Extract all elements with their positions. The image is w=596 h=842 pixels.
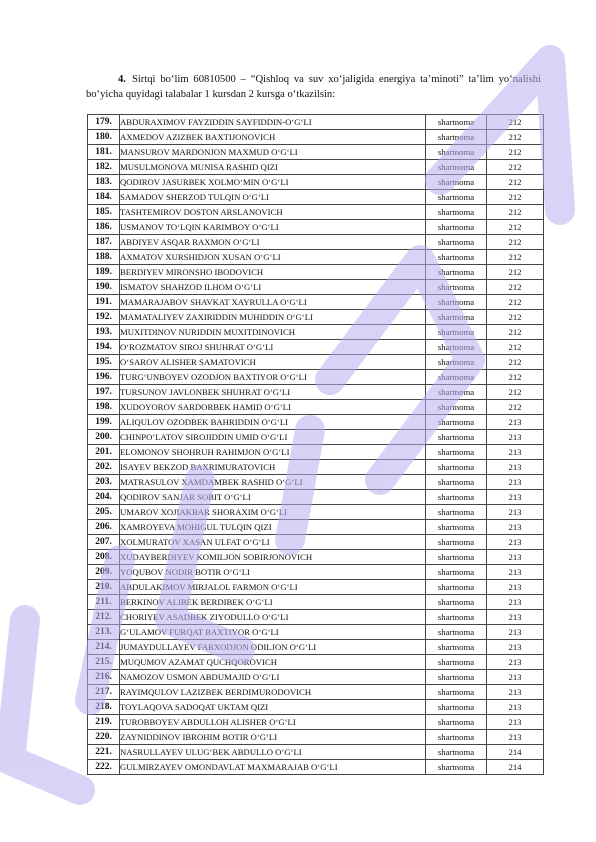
group-code: 213 <box>487 640 544 655</box>
student-name: TURG‘UNBOYEV OZODJON BAXTIYOR O‘G‘LI <box>120 370 426 385</box>
contract-type: shartnoma <box>426 655 487 670</box>
row-number: 183. <box>88 175 120 190</box>
table-row <box>88 745 544 760</box>
row-number: 203. <box>88 475 120 490</box>
table-row <box>88 670 544 685</box>
group-code: 212 <box>487 160 544 175</box>
student-name: QODIROV SANJAR SOBIT O‘G‘LI <box>120 490 426 505</box>
contract-type: shartnoma <box>426 115 487 130</box>
group-code: 213 <box>487 610 544 625</box>
table-row <box>88 625 544 640</box>
intro-paragraph <box>86 72 541 102</box>
table-row <box>88 430 544 445</box>
contract-type: shartnoma <box>426 310 487 325</box>
contract-type: shartnoma <box>426 415 487 430</box>
row-number: 185. <box>88 205 120 220</box>
table-row <box>88 550 544 565</box>
group-code: 213 <box>487 550 544 565</box>
group-code: 213 <box>487 580 544 595</box>
table-row <box>88 355 544 370</box>
contract-type: shartnoma <box>426 670 487 685</box>
student-name: MATRASULOV XAMDAMBEK RASHID O‘G‘LI <box>120 475 426 490</box>
student-name: CHORIYEV ASADBEK ZIYODULLO O‘G‘LI <box>120 610 426 625</box>
contract-type: shartnoma <box>426 460 487 475</box>
student-name: ELOMONOV SHOHRUH RAHIMJON O‘G‘LI <box>120 445 426 460</box>
table-row <box>88 580 544 595</box>
table-row <box>88 490 544 505</box>
contract-type: shartnoma <box>426 280 487 295</box>
row-number: 201. <box>88 445 120 460</box>
student-name: CHINPO‘LATOV SIROJIDDIN UMID O‘G‘LI <box>120 430 426 445</box>
table-row <box>88 385 544 400</box>
contract-type: shartnoma <box>426 130 487 145</box>
table-row <box>88 370 544 385</box>
table-row <box>88 220 544 235</box>
table-row <box>88 685 544 700</box>
group-code: 212 <box>487 205 544 220</box>
student-name: MUQUMOV AZAMAT QUCHQOROVICH <box>120 655 426 670</box>
contract-type: shartnoma <box>426 610 487 625</box>
row-number: 211. <box>88 595 120 610</box>
student-name: MUSULMONOVA MUNISA RASHID QIZI <box>120 160 426 175</box>
group-code: 213 <box>487 700 544 715</box>
student-name: MAMATALIYEV ZAXIRIDDIN MUHIDDIN O‘G‘LI <box>120 310 426 325</box>
contract-type: shartnoma <box>426 520 487 535</box>
table-row <box>88 340 544 355</box>
group-code: 212 <box>487 325 544 340</box>
contract-type: shartnoma <box>426 640 487 655</box>
group-code: 213 <box>487 535 544 550</box>
group-code: 213 <box>487 565 544 580</box>
student-name: QODIROV JASURBEK XOLMO‘MIN O‘G‘LI <box>120 175 426 190</box>
group-code: 212 <box>487 145 544 160</box>
group-code: 213 <box>487 445 544 460</box>
table-row <box>88 535 544 550</box>
student-name: XUDAYBERDIYEV KOMILJON SOBIRJONOVICH <box>120 550 426 565</box>
group-code: 213 <box>487 730 544 745</box>
contract-type: shartnoma <box>426 220 487 235</box>
table-row <box>88 400 544 415</box>
row-number: 205. <box>88 505 120 520</box>
contract-type: shartnoma <box>426 145 487 160</box>
row-number: 182. <box>88 160 120 175</box>
group-code: 212 <box>487 355 544 370</box>
row-number: 202. <box>88 460 120 475</box>
row-number: 215. <box>88 655 120 670</box>
row-number: 212. <box>88 610 120 625</box>
table-row <box>88 655 544 670</box>
group-code: 212 <box>487 250 544 265</box>
row-number: 191. <box>88 295 120 310</box>
student-name: ISMATOV SHAHZOD ILHOM O‘G‘LI <box>120 280 426 295</box>
group-code: 213 <box>487 595 544 610</box>
row-number: 204. <box>88 490 120 505</box>
student-name: ABDIYEV ASQAR RAXMON O‘G‘LI <box>120 235 426 250</box>
contract-type: shartnoma <box>426 295 487 310</box>
section-number: 4. <box>118 74 126 85</box>
table-row <box>88 325 544 340</box>
contract-type: shartnoma <box>426 355 487 370</box>
student-name: XUDOYOROV SARDORBEK HAMID O‘G‘LI <box>120 400 426 415</box>
student-name: JUMAYDULLAYEV FARXODJON ODILJON O‘G‘LI <box>120 640 426 655</box>
group-code: 212 <box>487 220 544 235</box>
table-row <box>88 310 544 325</box>
intro-text: Sirtqi bo‘lim 60810500 – “Qishloq va suv xo‘jaligida energiya ta’minoti” ta’lim yo‘nalishi bo‘yicha quyidagi talabalar 1 kursdan 2 kursga o‘tkazilsin: <box>86 74 541 100</box>
student-name: XOLMURATOV XASAN ULFAT O‘G‘LI <box>120 535 426 550</box>
row-number: 209. <box>88 565 120 580</box>
table-row <box>88 715 544 730</box>
group-code: 212 <box>487 385 544 400</box>
group-code: 212 <box>487 115 544 130</box>
student-name: TUROBBOYEV ABDULLOH ALISHER O‘G‘LI <box>120 715 426 730</box>
student-name: XAMROYEVA MOHIGUL TULQIN QIZI <box>120 520 426 535</box>
student-name: NAMOZOV USMON ABDUMAJID O‘G‘LI <box>120 670 426 685</box>
row-number: 195. <box>88 355 120 370</box>
row-number: 192. <box>88 310 120 325</box>
student-name: MUXITDINOV NURIDDIN MUXITDINOVICH <box>120 325 426 340</box>
table-row <box>88 265 544 280</box>
row-number: 218. <box>88 700 120 715</box>
group-code: 213 <box>487 715 544 730</box>
table-row <box>88 610 544 625</box>
row-number: 221. <box>88 745 120 760</box>
group-code: 212 <box>487 340 544 355</box>
row-number: 207. <box>88 535 120 550</box>
group-code: 212 <box>487 280 544 295</box>
table-row <box>88 250 544 265</box>
contract-type: shartnoma <box>426 595 487 610</box>
student-table <box>87 114 544 775</box>
student-name: ABDURAXIMOV FAYZIDDIN SAYFIDDIN-O‘G‘LI <box>120 115 426 130</box>
contract-type: shartnoma <box>426 565 487 580</box>
contract-type: shartnoma <box>426 730 487 745</box>
table-row <box>88 295 544 310</box>
group-code: 213 <box>487 415 544 430</box>
row-number: 200. <box>88 430 120 445</box>
table-row <box>88 115 544 130</box>
contract-type: shartnoma <box>426 430 487 445</box>
row-number: 193. <box>88 325 120 340</box>
contract-type: shartnoma <box>426 400 487 415</box>
table-row <box>88 565 544 580</box>
group-code: 213 <box>487 685 544 700</box>
table-row <box>88 595 544 610</box>
table-row <box>88 415 544 430</box>
contract-type: shartnoma <box>426 205 487 220</box>
row-number: 217. <box>88 685 120 700</box>
table-row <box>88 280 544 295</box>
table-row <box>88 130 544 145</box>
student-name: AXMEDOV AZIZBEK BAXTIJONOVICH <box>120 130 426 145</box>
student-name: USMANOV TO‘LQIN KARIMBOY O‘G‘LI <box>120 220 426 235</box>
student-name: TOYLAQOVA SADOQAT UKTAM QIZI <box>120 700 426 715</box>
group-code: 213 <box>487 505 544 520</box>
table-row <box>88 520 544 535</box>
group-code: 214 <box>487 745 544 760</box>
row-number: 216. <box>88 670 120 685</box>
row-number: 206. <box>88 520 120 535</box>
table-row <box>88 760 544 775</box>
row-number: 186. <box>88 220 120 235</box>
contract-type: shartnoma <box>426 250 487 265</box>
contract-type: shartnoma <box>426 340 487 355</box>
table-row <box>88 700 544 715</box>
contract-type: shartnoma <box>426 715 487 730</box>
table-row <box>88 445 544 460</box>
group-code: 212 <box>487 130 544 145</box>
student-name: MAMARAJABOV SHAVKAT XAYRULLA O‘G‘LI <box>120 295 426 310</box>
row-number: 184. <box>88 190 120 205</box>
row-number: 214. <box>88 640 120 655</box>
student-table-body <box>88 115 544 775</box>
contract-type: shartnoma <box>426 505 487 520</box>
group-code: 212 <box>487 400 544 415</box>
row-number: 197. <box>88 385 120 400</box>
student-name: YOQUBOV NODIR BOTIR O‘G‘LI <box>120 565 426 580</box>
contract-type: shartnoma <box>426 385 487 400</box>
table-row <box>88 640 544 655</box>
student-name: RAYIMQULOV LAZIZBEK BERDIMURODOVICH <box>120 685 426 700</box>
contract-type: shartnoma <box>426 235 487 250</box>
group-code: 213 <box>487 475 544 490</box>
row-number: 188. <box>88 250 120 265</box>
contract-type: shartnoma <box>426 535 487 550</box>
student-name: BERKINOV ALIBEK BERDIBEK O‘G‘LI <box>120 595 426 610</box>
student-name: AXMATOV XURSHIDJON XUSAN O‘G‘LI <box>120 250 426 265</box>
table-row <box>88 460 544 475</box>
student-name: BERDIYEV MIRONSHO IBODOVICH <box>120 265 426 280</box>
contract-type: shartnoma <box>426 175 487 190</box>
table-row <box>88 475 544 490</box>
group-code: 213 <box>487 460 544 475</box>
student-name: O‘SAROV ALISHER SAMATOVICH <box>120 355 426 370</box>
row-number: 208. <box>88 550 120 565</box>
contract-type: shartnoma <box>426 580 487 595</box>
group-code: 212 <box>487 175 544 190</box>
row-number: 220. <box>88 730 120 745</box>
student-name: ISAYEV BEKZOD BAXRIMURATOVICH <box>120 460 426 475</box>
student-name: ALIQULOV OZODBEK BAHRIDDIN O‘G‘LI <box>120 415 426 430</box>
row-number: 180. <box>88 130 120 145</box>
table-row <box>88 190 544 205</box>
contract-type: shartnoma <box>426 445 487 460</box>
student-name: TURSUNOV JAVLONBEK SHUHRAT O‘G‘LI <box>120 385 426 400</box>
table-row <box>88 505 544 520</box>
student-name: ABDULAKIMOV MIRJALOL FARMON O‘G‘LI <box>120 580 426 595</box>
contract-type: shartnoma <box>426 190 487 205</box>
table-row <box>88 205 544 220</box>
contract-type: shartnoma <box>426 625 487 640</box>
contract-type: shartnoma <box>426 160 487 175</box>
row-number: 222. <box>88 760 120 775</box>
table-row <box>88 730 544 745</box>
group-code: 213 <box>487 625 544 640</box>
group-code: 213 <box>487 670 544 685</box>
contract-type: shartnoma <box>426 370 487 385</box>
student-name: G‘ULAMOV FURQAT BAXTIYOR O‘G‘LI <box>120 625 426 640</box>
row-number: 187. <box>88 235 120 250</box>
row-number: 194. <box>88 340 120 355</box>
student-name: MANSUROV MARDONJON MAXMUD O‘G‘LI <box>120 145 426 160</box>
contract-type: shartnoma <box>426 550 487 565</box>
contract-type: shartnoma <box>426 475 487 490</box>
row-number: 210. <box>88 580 120 595</box>
contract-type: shartnoma <box>426 760 487 775</box>
table-row <box>88 160 544 175</box>
table-row <box>88 235 544 250</box>
contract-type: shartnoma <box>426 265 487 280</box>
student-name: ZAYNIDDINOV IBROHIM BOTIR O‘G‘LI <box>120 730 426 745</box>
group-code: 212 <box>487 370 544 385</box>
group-code: 212 <box>487 265 544 280</box>
row-number: 189. <box>88 265 120 280</box>
student-name: NASRULLAYEV ULUG‘BEK ABDULLO O‘G‘LI <box>120 745 426 760</box>
row-number: 181. <box>88 145 120 160</box>
contract-type: shartnoma <box>426 685 487 700</box>
table-row <box>88 175 544 190</box>
row-number: 190. <box>88 280 120 295</box>
student-name: GULMIRZAYEV OMONDAVLAT MAXMARAJAB O‘G‘LI <box>120 760 426 775</box>
group-code: 213 <box>487 655 544 670</box>
student-name: SAMADOV SHERZOD TULQIN O‘G‘LI <box>120 190 426 205</box>
student-name: TASHTEMIROV DOSTON ARSLANOVICH <box>120 205 426 220</box>
row-number: 198. <box>88 400 120 415</box>
student-name: UMAROV XOJIAKBAR SHORAXIM O‘G‘LI <box>120 505 426 520</box>
student-name: O‘ROZMATOV SIROJ SHUHRAT O‘G‘LI <box>120 340 426 355</box>
contract-type: shartnoma <box>426 745 487 760</box>
group-code: 214 <box>487 760 544 775</box>
row-number: 199. <box>88 415 120 430</box>
row-number: 213. <box>88 625 120 640</box>
group-code: 213 <box>487 490 544 505</box>
row-number: 219. <box>88 715 120 730</box>
group-code: 213 <box>487 520 544 535</box>
contract-type: shartnoma <box>426 325 487 340</box>
contract-type: shartnoma <box>426 490 487 505</box>
contract-type: shartnoma <box>426 700 487 715</box>
group-code: 212 <box>487 295 544 310</box>
group-code: 212 <box>487 190 544 205</box>
row-number: 196. <box>88 370 120 385</box>
group-code: 213 <box>487 430 544 445</box>
group-code: 212 <box>487 310 544 325</box>
group-code: 212 <box>487 235 544 250</box>
table-row <box>88 145 544 160</box>
row-number: 179. <box>88 115 120 130</box>
